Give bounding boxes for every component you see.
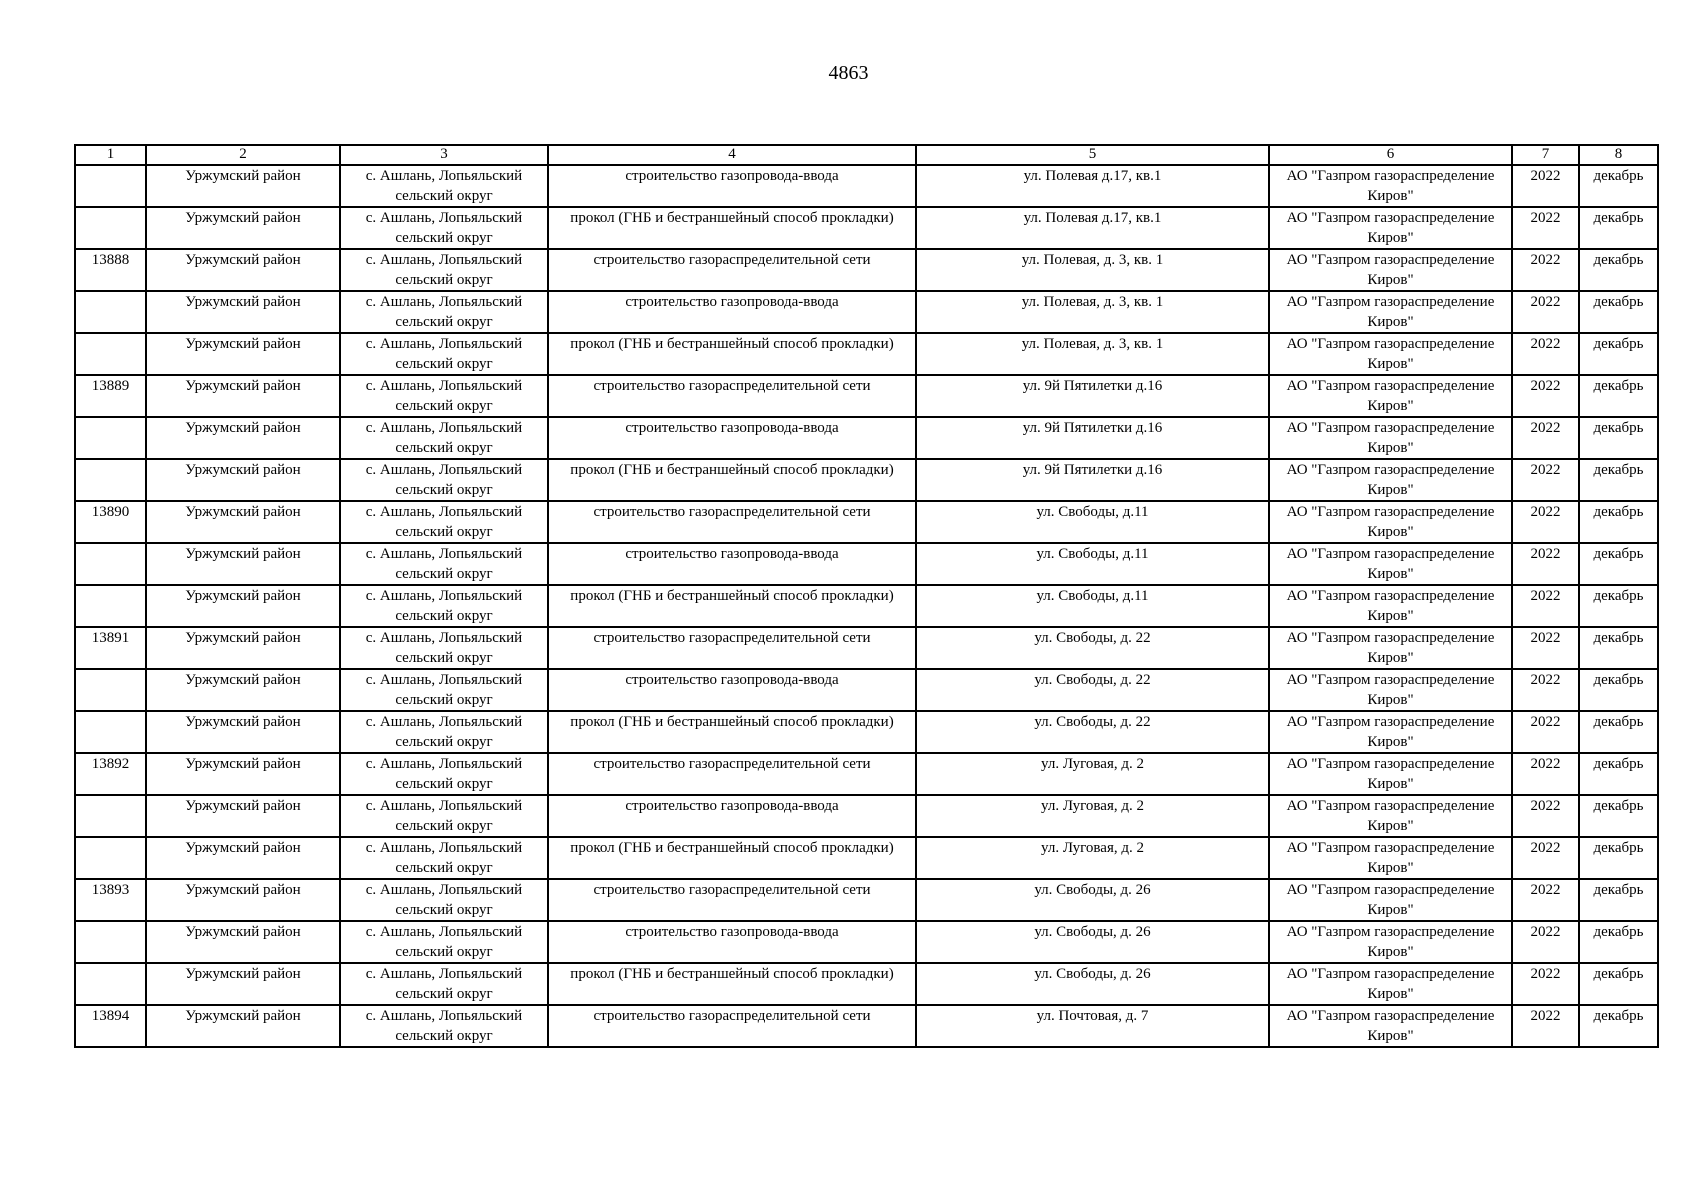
work-type-cell: прокол (ГНБ и бестраншейный способ прокладки) <box>548 837 916 879</box>
year-cell: 2022 <box>1512 627 1579 669</box>
settlement-cell: с. Ашлань, Лопьяльский сельский округ <box>340 837 548 879</box>
table-row <box>75 879 1658 921</box>
district-cell: Уржумский район <box>146 669 340 711</box>
table-row <box>75 963 1658 1005</box>
month-cell: декабрь <box>1579 333 1658 375</box>
column-header: 7 <box>1512 145 1579 165</box>
settlement-cell: с. Ашлань, Лопьяльский сельский округ <box>340 207 548 249</box>
month-cell: декабрь <box>1579 417 1658 459</box>
settlement-cell: с. Ашлань, Лопьяльский сельский округ <box>340 249 548 291</box>
work-type-cell: строительство газопровода-ввода <box>548 543 916 585</box>
settlement-cell: с. Ашлань, Лопьяльский сельский округ <box>340 879 548 921</box>
month-cell: декабрь <box>1579 963 1658 1005</box>
table-row <box>75 249 1658 291</box>
work-type-cell: строительство газораспределительной сети <box>548 1005 916 1047</box>
organization-cell: АО "Газпром газораспределение Киров" <box>1269 627 1512 669</box>
month-cell: декабрь <box>1579 711 1658 753</box>
table-row <box>75 333 1658 375</box>
district-cell: Уржумский район <box>146 333 340 375</box>
district-cell: Уржумский район <box>146 963 340 1005</box>
settlement-cell: с. Ашлань, Лопьяльский сельский округ <box>340 585 548 627</box>
month-cell: декабрь <box>1579 291 1658 333</box>
address-cell: ул. Почтовая, д. 7 <box>916 1005 1269 1047</box>
settlement-cell: с. Ашлань, Лопьяльский сельский округ <box>340 753 548 795</box>
year-cell: 2022 <box>1512 543 1579 585</box>
table-row <box>75 837 1658 879</box>
year-cell: 2022 <box>1512 837 1579 879</box>
month-cell: декабрь <box>1579 543 1658 585</box>
district-cell: Уржумский район <box>146 375 340 417</box>
row-number-cell <box>75 795 146 837</box>
organization-cell: АО "Газпром газораспределение Киров" <box>1269 879 1512 921</box>
district-cell: Уржумский район <box>146 753 340 795</box>
work-type-cell: строительство газопровода-ввода <box>548 417 916 459</box>
year-cell: 2022 <box>1512 165 1579 207</box>
settlement-cell: с. Ашлань, Лопьяльский сельский округ <box>340 669 548 711</box>
address-cell: ул. Свободы, д.11 <box>916 501 1269 543</box>
district-cell: Уржумский район <box>146 207 340 249</box>
work-type-cell: строительство газопровода-ввода <box>548 669 916 711</box>
organization-cell: АО "Газпром газораспределение Киров" <box>1269 165 1512 207</box>
work-type-cell: строительство газораспределительной сети <box>548 249 916 291</box>
month-cell: декабрь <box>1579 879 1658 921</box>
settlement-cell: с. Ашлань, Лопьяльский сельский округ <box>340 1005 548 1047</box>
settlement-cell: с. Ашлань, Лопьяльский сельский округ <box>340 165 548 207</box>
settlement-cell: с. Ашлань, Лопьяльский сельский округ <box>340 417 548 459</box>
district-cell: Уржумский район <box>146 165 340 207</box>
row-number-cell: 13894 <box>75 1005 146 1047</box>
work-type-cell: прокол (ГНБ и бестраншейный способ прокладки) <box>548 333 916 375</box>
work-type-cell: прокол (ГНБ и бестраншейный способ прокладки) <box>548 963 916 1005</box>
row-number-cell <box>75 459 146 501</box>
row-number-cell <box>75 669 146 711</box>
address-cell: ул. Луговая, д. 2 <box>916 753 1269 795</box>
settlement-cell: с. Ашлань, Лопьяльский сельский округ <box>340 921 548 963</box>
settlement-cell: с. Ашлань, Лопьяльский сельский округ <box>340 627 548 669</box>
address-cell: ул. Луговая, д. 2 <box>916 795 1269 837</box>
district-cell: Уржумский район <box>146 543 340 585</box>
table-row <box>75 711 1658 753</box>
district-cell: Уржумский район <box>146 501 340 543</box>
column-header: 4 <box>548 145 916 165</box>
district-cell: Уржумский район <box>146 417 340 459</box>
row-number-cell <box>75 585 146 627</box>
year-cell: 2022 <box>1512 711 1579 753</box>
organization-cell: АО "Газпром газораспределение Киров" <box>1269 459 1512 501</box>
organization-cell: АО "Газпром газораспределение Киров" <box>1269 795 1512 837</box>
district-cell: Уржумский район <box>146 795 340 837</box>
registry-table <box>74 144 1659 1048</box>
organization-cell: АО "Газпром газораспределение Киров" <box>1269 753 1512 795</box>
row-number-cell <box>75 417 146 459</box>
address-cell: ул. Свободы, д. 26 <box>916 879 1269 921</box>
column-header: 3 <box>340 145 548 165</box>
address-cell: ул. Луговая, д. 2 <box>916 837 1269 879</box>
year-cell: 2022 <box>1512 1005 1579 1047</box>
table-row <box>75 291 1658 333</box>
row-number-cell <box>75 291 146 333</box>
settlement-cell: с. Ашлань, Лопьяльский сельский округ <box>340 711 548 753</box>
organization-cell: АО "Газпром газораспределение Киров" <box>1269 669 1512 711</box>
organization-cell: АО "Газпром газораспределение Киров" <box>1269 585 1512 627</box>
address-cell: ул. 9й Пятилетки д.16 <box>916 417 1269 459</box>
month-cell: декабрь <box>1579 627 1658 669</box>
row-number-cell: 13892 <box>75 753 146 795</box>
row-number-cell: 13893 <box>75 879 146 921</box>
header-row <box>75 145 1658 165</box>
year-cell: 2022 <box>1512 375 1579 417</box>
column-header: 1 <box>75 145 146 165</box>
month-cell: декабрь <box>1579 585 1658 627</box>
district-cell: Уржумский район <box>146 249 340 291</box>
settlement-cell: с. Ашлань, Лопьяльский сельский округ <box>340 459 548 501</box>
year-cell: 2022 <box>1512 459 1579 501</box>
month-cell: декабрь <box>1579 501 1658 543</box>
year-cell: 2022 <box>1512 417 1579 459</box>
year-cell: 2022 <box>1512 249 1579 291</box>
table-row <box>75 627 1658 669</box>
month-cell: декабрь <box>1579 795 1658 837</box>
month-cell: декабрь <box>1579 921 1658 963</box>
district-cell: Уржумский район <box>146 879 340 921</box>
address-cell: ул. Свободы, д. 26 <box>916 963 1269 1005</box>
work-type-cell: строительство газопровода-ввода <box>548 921 916 963</box>
row-number-cell: 13889 <box>75 375 146 417</box>
row-number-cell: 13888 <box>75 249 146 291</box>
month-cell: декабрь <box>1579 375 1658 417</box>
settlement-cell: с. Ашлань, Лопьяльский сельский округ <box>340 543 548 585</box>
table-row <box>75 669 1658 711</box>
district-cell: Уржумский район <box>146 291 340 333</box>
organization-cell: АО "Газпром газораспределение Киров" <box>1269 963 1512 1005</box>
organization-cell: АО "Газпром газораспределение Киров" <box>1269 333 1512 375</box>
settlement-cell: с. Ашлань, Лопьяльский сельский округ <box>340 795 548 837</box>
work-type-cell: строительство газораспределительной сети <box>548 501 916 543</box>
address-cell: ул. Полевая, д. 3, кв. 1 <box>916 333 1269 375</box>
settlement-cell: с. Ашлань, Лопьяльский сельский округ <box>340 963 548 1005</box>
row-number-cell <box>75 921 146 963</box>
row-number-cell <box>75 543 146 585</box>
settlement-cell: с. Ашлань, Лопьяльский сельский округ <box>340 291 548 333</box>
table-body <box>75 165 1658 1047</box>
month-cell: декабрь <box>1579 753 1658 795</box>
column-header: 5 <box>916 145 1269 165</box>
address-cell: ул. Свободы, д. 22 <box>916 627 1269 669</box>
settlement-cell: с. Ашлань, Лопьяльский сельский округ <box>340 333 548 375</box>
column-header: 6 <box>1269 145 1512 165</box>
organization-cell: АО "Газпром газораспределение Киров" <box>1269 1005 1512 1047</box>
table-row <box>75 459 1658 501</box>
month-cell: декабрь <box>1579 459 1658 501</box>
address-cell: ул. 9й Пятилетки д.16 <box>916 459 1269 501</box>
year-cell: 2022 <box>1512 921 1579 963</box>
row-number-cell: 13890 <box>75 501 146 543</box>
table-header <box>75 145 1658 165</box>
column-header: 8 <box>1579 145 1658 165</box>
month-cell: декабрь <box>1579 249 1658 291</box>
work-type-cell: строительство газораспределительной сети <box>548 627 916 669</box>
table-row <box>75 207 1658 249</box>
district-cell: Уржумский район <box>146 459 340 501</box>
address-cell: ул. Свободы, д.11 <box>916 543 1269 585</box>
year-cell: 2022 <box>1512 207 1579 249</box>
organization-cell: АО "Газпром газораспределение Киров" <box>1269 921 1512 963</box>
address-cell: ул. Свободы, д. 22 <box>916 669 1269 711</box>
column-header: 2 <box>146 145 340 165</box>
year-cell: 2022 <box>1512 963 1579 1005</box>
table-row <box>75 753 1658 795</box>
year-cell: 2022 <box>1512 291 1579 333</box>
row-number-cell <box>75 165 146 207</box>
address-cell: ул. Свободы, д. 26 <box>916 921 1269 963</box>
organization-cell: АО "Газпром газораспределение Киров" <box>1269 543 1512 585</box>
settlement-cell: с. Ашлань, Лопьяльский сельский округ <box>340 501 548 543</box>
organization-cell: АО "Газпром газораспределение Киров" <box>1269 417 1512 459</box>
table-row <box>75 543 1658 585</box>
year-cell: 2022 <box>1512 669 1579 711</box>
work-type-cell: прокол (ГНБ и бестраншейный способ прокладки) <box>548 207 916 249</box>
table-row <box>75 585 1658 627</box>
work-type-cell: прокол (ГНБ и бестраншейный способ прокладки) <box>548 711 916 753</box>
district-cell: Уржумский район <box>146 837 340 879</box>
address-cell: ул. Полевая д.17, кв.1 <box>916 207 1269 249</box>
month-cell: декабрь <box>1579 669 1658 711</box>
year-cell: 2022 <box>1512 879 1579 921</box>
table-row <box>75 375 1658 417</box>
month-cell: декабрь <box>1579 207 1658 249</box>
district-cell: Уржумский район <box>146 1005 340 1047</box>
district-cell: Уржумский район <box>146 921 340 963</box>
address-cell: ул. Свободы, д.11 <box>916 585 1269 627</box>
address-cell: ул. Полевая д.17, кв.1 <box>916 165 1269 207</box>
address-cell: ул. Полевая, д. 3, кв. 1 <box>916 249 1269 291</box>
page-number: 4863 <box>828 62 869 84</box>
work-type-cell: строительство газораспределительной сети <box>548 879 916 921</box>
row-number-cell <box>75 711 146 753</box>
work-type-cell: строительство газораспределительной сети <box>548 753 916 795</box>
year-cell: 2022 <box>1512 753 1579 795</box>
organization-cell: АО "Газпром газораспределение Киров" <box>1269 501 1512 543</box>
work-type-cell: прокол (ГНБ и бестраншейный способ прокладки) <box>548 459 916 501</box>
organization-cell: АО "Газпром газораспределение Киров" <box>1269 249 1512 291</box>
work-type-cell: прокол (ГНБ и бестраншейный способ прокладки) <box>548 585 916 627</box>
table-row <box>75 795 1658 837</box>
work-type-cell: строительство газопровода-ввода <box>548 165 916 207</box>
work-type-cell: строительство газопровода-ввода <box>548 291 916 333</box>
year-cell: 2022 <box>1512 795 1579 837</box>
district-cell: Уржумский район <box>146 711 340 753</box>
address-cell: ул. Полевая, д. 3, кв. 1 <box>916 291 1269 333</box>
address-cell: ул. 9й Пятилетки д.16 <box>916 375 1269 417</box>
address-cell: ул. Свободы, д. 22 <box>916 711 1269 753</box>
year-cell: 2022 <box>1512 585 1579 627</box>
settlement-cell: с. Ашлань, Лопьяльский сельский округ <box>340 375 548 417</box>
row-number-cell <box>75 837 146 879</box>
month-cell: декабрь <box>1579 165 1658 207</box>
table-row <box>75 165 1658 207</box>
year-cell: 2022 <box>1512 333 1579 375</box>
table-row <box>75 1005 1658 1047</box>
row-number-cell <box>75 963 146 1005</box>
organization-cell: АО "Газпром газораспределение Киров" <box>1269 291 1512 333</box>
work-type-cell: строительство газопровода-ввода <box>548 795 916 837</box>
row-number-cell <box>75 333 146 375</box>
table-row <box>75 417 1658 459</box>
organization-cell: АО "Газпром газораспределение Киров" <box>1269 837 1512 879</box>
month-cell: декабрь <box>1579 1005 1658 1047</box>
row-number-cell <box>75 207 146 249</box>
district-cell: Уржумский район <box>146 627 340 669</box>
work-type-cell: строительство газораспределительной сети <box>548 375 916 417</box>
organization-cell: АО "Газпром газораспределение Киров" <box>1269 207 1512 249</box>
organization-cell: АО "Газпром газораспределение Киров" <box>1269 375 1512 417</box>
district-cell: Уржумский район <box>146 585 340 627</box>
month-cell: декабрь <box>1579 837 1658 879</box>
year-cell: 2022 <box>1512 501 1579 543</box>
table-row <box>75 501 1658 543</box>
organization-cell: АО "Газпром газораспределение Киров" <box>1269 711 1512 753</box>
row-number-cell: 13891 <box>75 627 146 669</box>
table-row <box>75 921 1658 963</box>
